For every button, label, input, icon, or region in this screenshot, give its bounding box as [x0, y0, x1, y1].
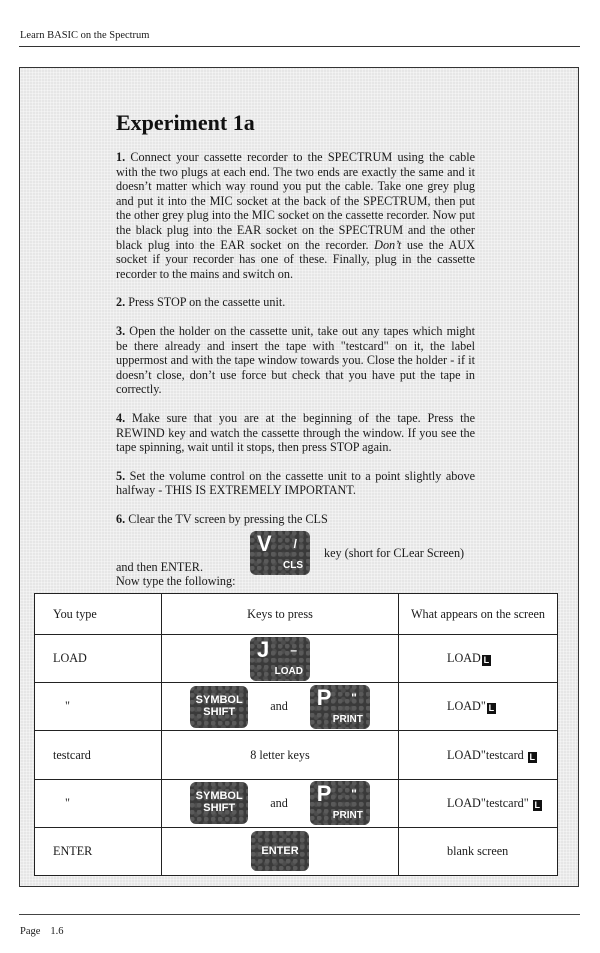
cursor-l-icon: L: [488, 703, 495, 714]
step-text: Open the holder on the cassette unit, take out any tapes which might be there already and insert the tape with "testcard" on it, the label uppermost and with the tape window towards you. Close the holder - if it doesn’t close, don’t use force but check that you have put the tape in correctly.: [116, 323, 476, 397]
table-row: [35, 731, 558, 779]
page-value: 1.6: [50, 926, 64, 937]
step-number: 3.: [116, 323, 126, 338]
screen-text: LOAD: [447, 651, 481, 666]
running-head: Learn BASIC on the Spectrum: [20, 30, 150, 41]
step-number: 4.: [116, 410, 126, 425]
step-text: Set the volume control on the cassette unit to a point slightly above halfway - THIS IS EXTREMELY IMPORTANT.: [116, 468, 476, 498]
step-number: 1.: [116, 150, 126, 164]
key-main-letter: V: [257, 530, 272, 556]
screen-cell: [399, 683, 558, 731]
step-number: 2.: [116, 295, 126, 310]
table-row: [35, 683, 558, 731]
keys-cell: [162, 683, 399, 731]
step-text: use the AUX socket if your recorder has one of these. Finally, plug in the cassette recorder to the mains and switch on.: [116, 237, 476, 281]
enter-key-icon: [251, 831, 309, 871]
now-type-text: Now type the following:: [116, 574, 236, 588]
key-label: SYMBOL: [195, 790, 243, 803]
experiment-title: Experiment 1a: [116, 110, 255, 135]
step-number: 5.: [116, 468, 126, 483]
cursor-l-icon: L: [534, 799, 540, 810]
step-text: Press STOP on the cassette unit.: [128, 295, 286, 310]
column-header: What appears on the screen: [399, 594, 558, 635]
symbol-shift-key-icon: [190, 782, 248, 824]
screen-cell: [399, 779, 558, 827]
footer-rule: [19, 914, 580, 915]
key-label: SYMBOL: [195, 693, 243, 706]
key-symbol: ": [351, 690, 357, 705]
page-label: Page: [20, 926, 41, 937]
key-main-letter: P: [316, 781, 332, 807]
cursor-l-icon: L: [529, 751, 536, 762]
key-sequence-table: [34, 593, 558, 876]
column-header: Keys to press: [162, 594, 399, 635]
step-text: Connect your cassette recorder to the SPECTRUM using the cable with the two plugs at each end. The two ends are exactly the same and it doesn’t matter which way round you put the cable. Take one grey plug and put it into the MIC socket at the back of the SPECTRUM, then put the other grey plug into the MIC socket on the cassette recorder. Now put the black plug into the EAR socket on the SPECTRUM and the other black plug into the EAR socket on the recorder.: [116, 150, 476, 252]
step-text: Clear the TV screen by pressing the CLS: [128, 511, 328, 526]
keys-cell: [162, 827, 399, 875]
you-type-cell: ": [35, 683, 162, 731]
step-1: [116, 150, 475, 281]
load-key-icon: [250, 637, 310, 681]
step-6-line: [116, 512, 328, 527]
key-symbol: ": [351, 787, 357, 802]
key-keyword: PRINT: [332, 713, 363, 725]
step-text: Make sure that you are at the beginning of the tape. Press the REWIND key and watch the cassette through the window. If you see the tape spinning, wait until it stops, then press STOP again.: [116, 410, 475, 455]
you-type-cell: ENTER: [35, 827, 162, 875]
key-label: ENTER: [261, 845, 299, 858]
you-type-cell: testcard: [35, 731, 162, 779]
step-3: [116, 324, 475, 397]
key-keyword: LOAD: [274, 665, 303, 677]
screen-text: LOAD"testcard": [447, 795, 529, 810]
you-type-cell: LOAD: [35, 635, 162, 683]
and-text: and: [270, 699, 288, 714]
table-row: [35, 779, 558, 827]
step-4: [116, 411, 475, 455]
step-number: 6.: [116, 511, 126, 526]
key-keyword: PRINT: [332, 810, 363, 822]
table-row: [35, 635, 558, 683]
print-key-icon: [310, 685, 370, 729]
key-symbol: –: [290, 642, 297, 657]
screen-cell: [399, 731, 558, 779]
step-6: [116, 512, 475, 576]
keys-cell: [162, 779, 399, 827]
and-text: and: [270, 795, 288, 810]
key-symbol: /: [293, 536, 297, 551]
step-text: key (short for CLear Screen): [324, 545, 465, 560]
step-5: [116, 469, 475, 498]
key-label: SHIFT: [203, 705, 236, 718]
cursor-l-icon: L: [483, 655, 490, 666]
print-key-icon: [310, 781, 370, 825]
step-text: and then ENTER.: [116, 559, 203, 574]
table-header-row: [35, 594, 558, 635]
keys-cell: 8 letter keys: [162, 731, 399, 779]
key-label: SHIFT: [203, 802, 236, 815]
symbol-shift-key-icon: [190, 686, 248, 728]
step-2: [116, 295, 475, 310]
keys-cell: [162, 635, 399, 683]
step-emphasis: Don’t: [374, 237, 402, 252]
header-rule: [19, 46, 580, 47]
page-number: [20, 926, 64, 937]
screen-text: LOAD": [447, 699, 486, 714]
screen-cell: blank screen: [399, 827, 558, 875]
you-type-cell: ": [35, 779, 162, 827]
screen-text: LOAD"testcard: [447, 747, 524, 762]
column-header: You type: [35, 594, 162, 635]
screen-cell: [399, 635, 558, 683]
key-main-letter: P: [316, 684, 332, 710]
experiment-content: [116, 110, 475, 576]
key-main-letter: J: [257, 636, 270, 662]
key-keyword: CLS: [283, 559, 303, 571]
table-row: [35, 827, 558, 875]
cls-key-icon: [250, 531, 310, 575]
